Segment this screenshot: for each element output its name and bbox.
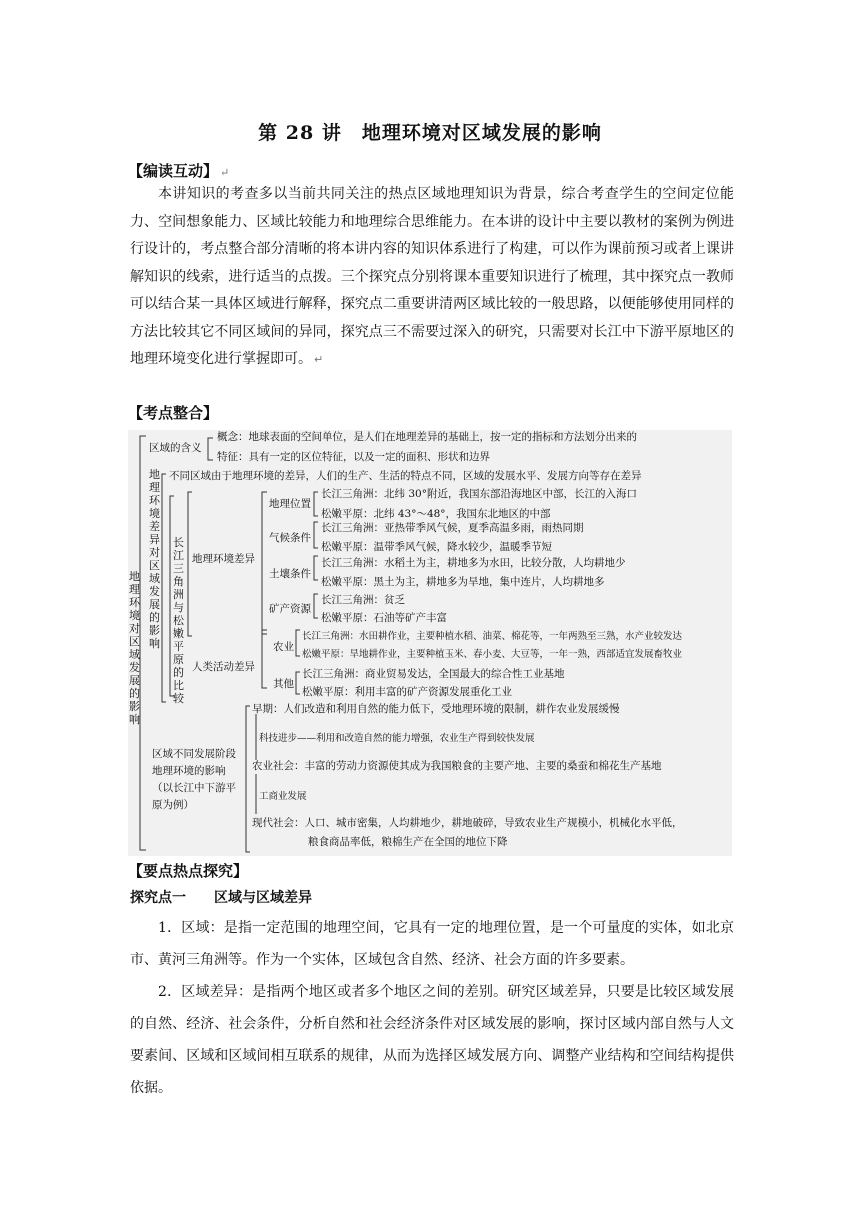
map-human-label: 人类活动差异 <box>192 661 255 673</box>
inquiry-paragraph-1: 1．区域：是指一定范围的地理空间，它具有一定的地理位置，是一个可量度的实体，如北京市、黄河三角洲等。作为一个实体，区域包含自然、经济、社会方面的许多要素。 <box>130 920 734 968</box>
map-root-label: 地理环境对区域发展的影响 <box>129 570 140 726</box>
map-item-a: 长江三角洲：贫乏 <box>321 594 405 606</box>
inquiry-heading: 探究点一 区域与区域差异 <box>130 890 312 906</box>
map-item-b: 松嫩平原：石油等矿产丰富 <box>321 612 447 624</box>
map-item-label: 农业 <box>273 641 294 653</box>
map-stage-early: 早期：人们改造和利用自然的能力低下，受地理环境的限制，耕作农业发展缓慢 <box>252 703 620 715</box>
map-difference-summary: 不同区域由于地理环境的差异，人们的生产、生活的特点不同，区域的发展水平、发展方向等存在差异 <box>169 470 642 482</box>
map-difference-label: 地理环境差异对区域发展的影响 <box>149 468 160 650</box>
map-item-label: 地理位置 <box>269 498 311 510</box>
inquiry-paragraph-2: 2．区域差异：是指两个地区或者多个地区之间的差别。研究区域差异，只要是比较区域发展的自然、经济、社会条件，分析自然和社会经济条件对区域发展的影响，探讨区域内部自然与人文要素间、区域和区域间相互联系的规律，从而为选择区域发展方向、调整产业结构和空间结构提供依据。 <box>130 984 734 1096</box>
intro-paragraph: 本讲知识的考查多以当前共同关注的热点区域地理知识为背景，综合考查学生的空间定位能力、空间想象能力、区域比较能力和地理综合思维能力。在本讲的设计中主要以教材的案例为例进行设计的，考点整合部分清晰的将本讲内容的知识体系进行了构建，可以作为课前预习或者上课讲解知识的线索，进行适当的点拨。三个探究点分别将课本重要知识进行了梳理，其中探究点一教师可以结合某一具体区域进行解释，探究点二重要讲清两区域比较的一般思路，以便能够使用同样的方法比较其它不同区域间的异同，探究点三不需要过深入的研究，只需要对长江中下游平原地区的地理环境变化进行掌握即可。 ↵ <box>130 186 734 367</box>
paragraph-mark-icon: ↵ <box>220 166 230 179</box>
map-stage-tech: 科技进步——利用和改造自然的能力增强，农业生产得到较快发展 <box>259 733 535 744</box>
map-item-label: 气候条件 <box>269 532 311 544</box>
map-item-b: 松嫩平原：北纬 43°～48°，我国东北地区的中部 <box>321 508 551 520</box>
map-item-b: 松嫩平原：黑土为主，耕地多为旱地，集中连片，人均耕地多 <box>321 576 605 588</box>
map-region-feature: 特征：具有一定的区位特征，以及一定的面积、形状和边界 <box>217 451 490 463</box>
map-stage-industry: 工商业发展 <box>259 791 307 802</box>
map-item-a: 长江三角洲：北纬 30°附近，我国东部沿海地区中部，长江的入海口 <box>321 488 637 500</box>
map-stage-modern-cont: 粮食商品率低，粮棉生产在全国的地位下降 <box>308 836 508 848</box>
map-stages-label: 区域不同发展阶段地理环境的影响（以长江中下游平原为例） <box>152 748 236 811</box>
map-item-label: 其他 <box>273 678 294 690</box>
page-title: 第 28 讲 地理环境对区域发展的影响 <box>258 122 602 144</box>
map-item-b: 松嫩平原：旱地耕作业，主要种植玉米、春小麦、大豆等，一年一熟，西部适宜发展畜牧业 <box>302 649 683 660</box>
map-stage-modern: 现代社会：人口、城市密集，人均耕地少，耕地破碎，导致农业生产规模小，机械化水平低， <box>252 817 683 829</box>
map-region-concept: 概念：地球表面的空间单位，是人们在地理差异的基础上，按一定的指标和方法划分出来的 <box>217 431 637 443</box>
map-item-b: 松嫩平原：利用丰富的矿产资源发展重化工业 <box>302 686 512 698</box>
map-geo-env-label: 地理环境差异 <box>192 553 255 565</box>
section-heading-hotspot: 【要点热点探究】 <box>128 862 249 880</box>
map-item-b: 松嫩平原：温带季风气候，降水较少，温暖季节短 <box>321 541 552 553</box>
map-compare-label: 长江三角洲与松嫩平原的比较 <box>173 536 184 705</box>
section-heading-interaction: 【编读互动】 ↵ <box>128 162 230 180</box>
map-item-label: 土壤条件 <box>269 568 311 580</box>
map-region-meaning-label: 区域的含义 <box>149 442 202 454</box>
map-item-a: 长江三角洲：商业贸易发达，全国最大的综合性工业基地 <box>302 668 565 680</box>
map-item-a: 长江三角洲：水田耕作业，主要种植水稻、油菜、棉花等，一年两熟至三熟，水产业较发达 <box>302 631 683 642</box>
concept-map <box>128 430 732 856</box>
map-item-a: 长江三角洲：亚热带季风气候，夏季高温多雨，雨热同期 <box>321 522 584 534</box>
map-item-a: 长江三角洲：水稻土为主，耕地多为水田，比较分散，人均耕地少 <box>321 557 626 569</box>
paragraph-mark-icon: ↵ <box>314 353 324 366</box>
section-heading-integration: 【考点整合】 <box>128 404 219 422</box>
map-stage-agri: 农业社会：丰富的劳动力资源使其成为我国粮食的主要产地、主要的桑蚕和棉花生产基地 <box>252 760 662 772</box>
map-item-label: 矿产资源 <box>269 603 311 615</box>
